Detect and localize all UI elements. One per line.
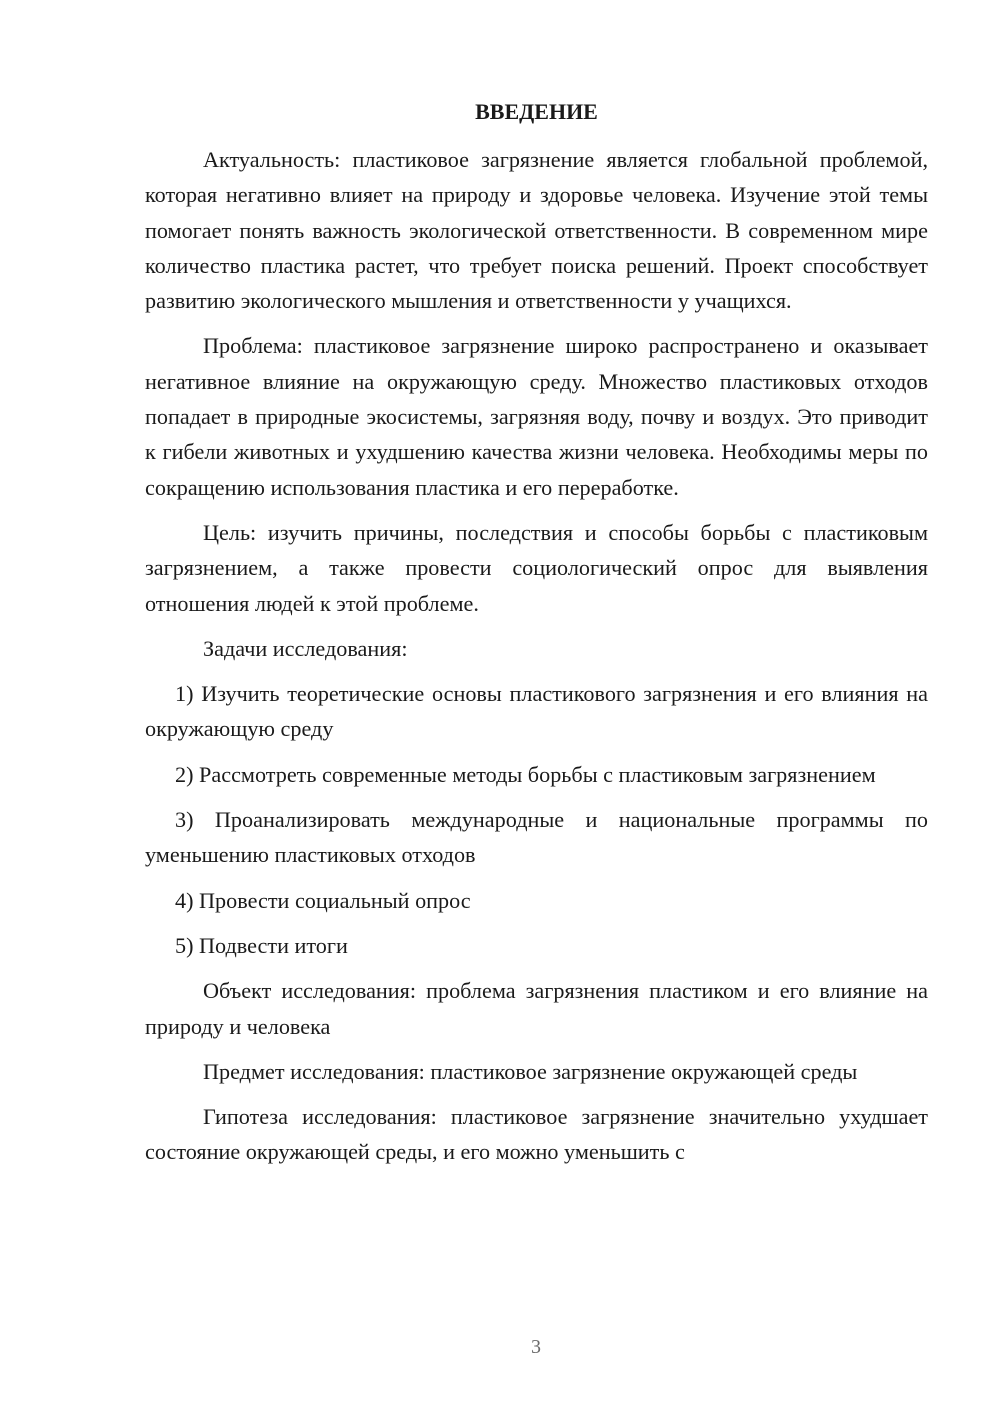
paragraph-relevance: Актуальность: пластиковое загрязнение является глобальной проблемой, которая негативно влияет на природу и здоровье человека. Изучение этой темы помогает понять важность экологической ответственности. В современном мире количество пластика растет, что требует поиска решений. Проект способствует развитию экологического мышления и ответственности у учащихся. [145,147,928,314]
task-item-4: 4) Провести социальный опрос [175,887,471,913]
section-heading: ВВЕДЕНИЕ [475,99,598,124]
paragraph-object: Объект исследования: проблема загрязнения пластиком и его влияние на природу и человека [145,978,928,1039]
page-number: 3 [531,1336,541,1358]
paragraph-problem: Проблема: пластиковое загрязнение широко распространено и оказывает негативное влияние на окружающую среду. Множество пластиковых отходов попадает в природные экосистемы, загрязняя воду, почву и воздух. Это приводит к гибели животных и ухудшению качества жизни человека. Необходимы меры по сокращению использования пластика и его переработке. [145,333,928,500]
paragraph-tasks-heading: Задачи исследования: [203,635,408,661]
task-item-5: 5) Подвести итоги [175,932,348,958]
paragraph-subject: Предмет исследования: пластиковое загрязнение окружающей среды [203,1058,858,1084]
document-body [145,142,928,1170]
task-item-2: 2) Рассмотреть современные методы борьбы с пластиковым загрязнением [175,761,876,787]
paragraph-goal: Цель: изучить причины, последствия и способы борьбы с пластиковым загрязнением, а также провести социологический опрос для выявления отношения людей к этой проблеме. [145,519,928,616]
task-item-3: 3) Проанализировать международные и национальные программы по уменьшению пластиковых отходов [145,807,928,868]
task-item-1: 1) Изучить теоретические основы пластикового загрязнения и его влияния на окружающую среду [145,681,928,742]
paragraph-hypothesis: Гипотеза исследования: пластиковое загрязнение значительно ухудшает состояние окружающей среды, и его можно уменьшить с [145,1104,928,1165]
